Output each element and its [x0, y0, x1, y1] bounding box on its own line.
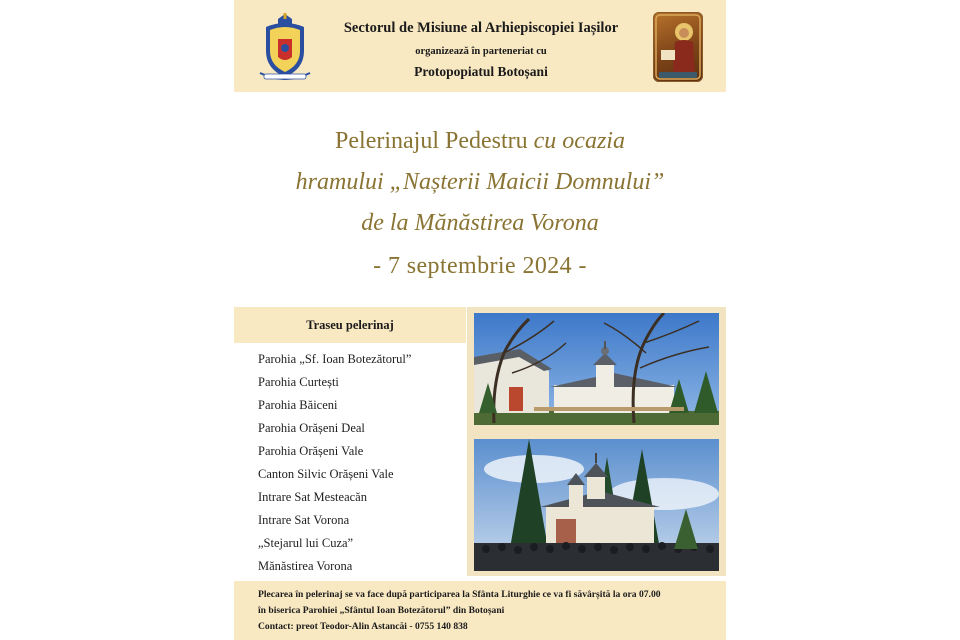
route-item: „Stejarul lui Cuza”: [258, 536, 354, 550]
crest-icon: [256, 13, 314, 83]
route-item: Parohia Orășeni Deal: [258, 421, 365, 435]
route-item: Parohia Curtești: [258, 375, 339, 389]
route-item: Parohia Orășeni Vale: [258, 444, 364, 458]
title-line-1-italic: cu ocazia: [533, 128, 625, 154]
contact-info: Contact: preot Teodor-Alin Astancăi - 0755 140 838: [258, 621, 468, 632]
church-pilgrims-photo: [474, 439, 719, 571]
pilgrimage-poster: [234, 0, 726, 640]
route-item: Parohia Băiceni: [258, 398, 338, 412]
route-heading: Traseu pelerinaj: [306, 318, 394, 332]
title-line-3-text: de la Mănăstirea Vorona: [361, 210, 599, 236]
saint-icon-image: [653, 12, 703, 82]
photo-frame-top: [467, 307, 726, 431]
header-band: [234, 0, 726, 92]
route-item: Parohia „Sf. Ioan Botezătorul”: [258, 352, 412, 366]
partner-title: Protopopiatul Botoșani: [414, 64, 548, 79]
monastery-courtyard-photo: [474, 313, 719, 425]
route-item: Mănăstirea Vorona: [258, 559, 353, 573]
route-item: Intrare Sat Vorona: [258, 513, 350, 527]
title-line-2-text: hramului „Nașterii Maicii Domnului”: [295, 169, 665, 195]
departure-note: Plecarea în pelerinaj se va face după participarea la Sfânta Liturghie ce va fi săvârșită la ora 07.00: [258, 589, 661, 600]
organizer-title: Sectorul de Misiune al Arhiepiscopiei Iașilor: [343, 20, 619, 36]
route-item: Intrare Sat Mesteacăn: [258, 490, 367, 504]
title-line-1-plain: Pelerinajul Pedestru: [335, 128, 528, 154]
event-date: - 7 septembrie 2024 -: [373, 253, 587, 279]
photo-frame-bottom: [467, 431, 726, 576]
departure-location: în biserica Parohiei „Sfântul Ioan Botezătorul” din Botoșani: [258, 605, 505, 616]
title-line-2: [234, 169, 726, 196]
title-line-3: [234, 210, 726, 237]
footer-band: [234, 581, 726, 640]
partnership-text: organizează în parteneriat cu: [415, 46, 547, 57]
route-item: Canton Silvic Orășeni Vale: [258, 467, 394, 481]
title-line-1: [234, 128, 726, 155]
